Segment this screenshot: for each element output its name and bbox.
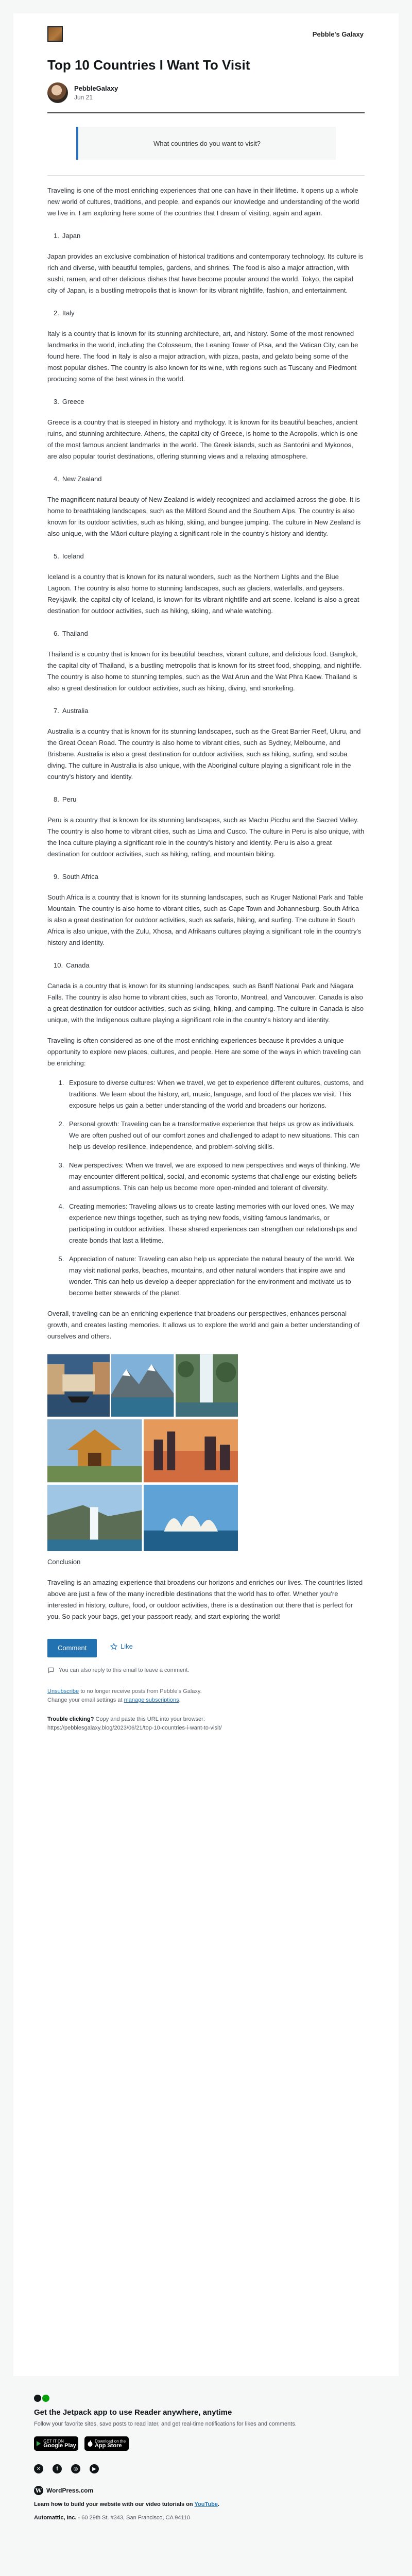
app-promo-subtitle: Follow your favorite sites, save posts to read later, and get real-time notifications for likes and comments. (34, 2421, 297, 2427)
facebook-icon[interactable]: f (53, 2464, 62, 2473)
conclusion-heading: Conclusion (47, 1558, 81, 1566)
country-section (47, 871, 365, 948)
unsubscribe-link[interactable]: Unsubscribe (47, 1688, 79, 1694)
gallery-image-temple[interactable] (47, 1419, 142, 1483)
list-item: 2. Personal growth: Traveling can be a transformative experience that helps us grow as individuals. We are often pushed out of our comfort zones and challenged to adapt to new situations. This can help us develop resilience, independence, and problem-solving skills. (66, 1118, 365, 1153)
site-name[interactable]: Pebble's Galaxy (312, 30, 364, 38)
gallery-image-city-sunset[interactable] (144, 1419, 238, 1483)
post-card (13, 13, 399, 2376)
site-header (13, 13, 399, 55)
country-text: Australia is a country that is known for its stunning landscapes, such as the Great Barrier Reef, Uluru, and the Great Ocean Road. The country is also home to vibrant cities, such as Sydney, Melbourne, and Brisbane. Australia is also a great destination for outdoor activities, such as hiking, surfing, and scuba diving. The culture in Australia is also unique, with the Aboriginal culture playing a significant role in the country's history and identity. (47, 727, 361, 781)
social-links (34, 2464, 378, 2473)
app-store-buttons (34, 2436, 378, 2451)
intro-paragraph: Traveling is one of the most enriching experiences that one can have in their lifetime. It opens up a whole new world of cultures, traditions, and people, and expands our knowledge and understanding of the world we live in. I am exploring here some of the countries that I dream of visiting, again and again. (47, 187, 359, 217)
country-section (47, 230, 365, 296)
learn-text: Learn how to build your website with our video tutorials on YouTube. (34, 2501, 219, 2507)
author-block (13, 73, 399, 103)
list-item: 3. New perspectives: When we travel, we are exposed to new perspectives and ways of thinking. We may encounter different political, social, and economic systems that challenge our existing beliefs and assumptions. This can help us become more open-minded and tolerant of diversity. (66, 1160, 365, 1194)
app-promo-title: Get the Jetpack app to use Reader anywhere, anytime (34, 2408, 232, 2417)
youtube-link[interactable]: YouTube (194, 2501, 218, 2507)
wordpress-icon: W (34, 2486, 43, 2495)
instagram-icon[interactable]: ◎ (71, 2464, 80, 2473)
country-heading: 4. New Zealand (54, 475, 102, 483)
country-text: Italy is a country that is known for its stunning architecture, art, and history. Some of the most renowned landmarks in the world, including the Colosseum, the Leaning Tower of Pisa, and the Vatican City, can be found here. The food in Italy is also a major attraction, with pizza, pasta, and gelato being some of the most popular dishes. The country is also known for its wine, with regions such as Tuscany and Piedmont producing some of the best wines in the world. (47, 330, 358, 383)
country-text: Greece is a country that is steeped in history and mythology. It is known for its beautiful beaches, ancient ruins, and stunning architecture. Athens, the capital city of Greece, is home to the Acropolis, which is one of the most famous ancient landmarks in the world. The Greek islands, such as Santorini and Mykonos, are also popular tourist destinations, offering stunning views and a relaxing atmosphere. (47, 418, 358, 460)
google-play-button[interactable]: GET IT ON Google Play (34, 2436, 78, 2451)
reasons-list (47, 1077, 365, 1299)
country-section (47, 960, 365, 1026)
country-section (47, 396, 365, 462)
site-logo[interactable] (47, 26, 63, 42)
country-text: Japan provides an exclusive combination of historical traditions and contemporary technology. Its culture is rich and diverse, with beautiful temples, gardens, and shrines. The food is also a major attraction, with sushi, ramen, and other delicious dishes that have become popular around the world. Tokyo, the capital city of Japan, is a bustling metropolis that is known for its vibrant nightlife, fashion, and entertainment. (47, 252, 364, 294)
gallery-image-coast-falls[interactable] (47, 1484, 142, 1551)
country-text: The magnificent natural beauty of New Zealand is widely recognized and acclaimed across the globe. It is home to breathtaking landscapes, such as the Milford Sound and the Southern Alps. The country is also known for its outdoor activities, such as hiking, skiing, and bungee jumping. The culture in New Zealand is also unique, with the Māori culture playing a significant role in the country's history and identity. (47, 496, 361, 537)
wordpress-label: WordPress.com (46, 2487, 94, 2494)
country-section (47, 628, 365, 694)
country-heading: 6. Thailand (54, 630, 88, 637)
country-section (47, 794, 365, 860)
trouble-clicking: Trouble clicking? Copy and paste this URL into your browser: https://pebblesgalaxy.blog/2023/06/21/top-10-countries-i-want-to-visit/ (47, 1716, 222, 1731)
country-heading: 3. Greece (54, 398, 84, 405)
list-item: 1. Exposure to diverse cultures: When we travel, we get to experience different cultures, customs, and traditions. We learn about the history, art, music, language, and food of the places we visit. This exposure helps us gain a better understanding of the world and broadens our horizons. (66, 1077, 365, 1111)
wordpress-brand[interactable] (34, 2486, 378, 2495)
country-heading: 2. Italy (54, 309, 75, 317)
reply-note (47, 1665, 365, 1676)
star-icon (110, 1643, 117, 1650)
country-section (47, 473, 365, 539)
play-icon (36, 2441, 41, 2446)
gallery-image-canal[interactable] (47, 1353, 110, 1417)
jetpack-logo-icon (34, 2395, 378, 2402)
subscription-settings: Unsubscribe to no longer receive posts from Pebble's Galaxy. Change your email settings at manage subscriptions. (47, 1688, 202, 1703)
country-section (47, 705, 365, 783)
country-heading: 1. Japan (54, 232, 81, 240)
post-url[interactable]: https://pebblesgalaxy.blog/2023/06/21/top-10-countries-i-want-to-visit/ (47, 1725, 222, 1731)
like-button[interactable] (110, 1641, 133, 1652)
toc-callout (76, 127, 336, 160)
country-text: Canada is a country that is known for its stunning landscapes, such as Banff National Park and Niagara Falls. The country is also home to vibrant cities, such as Toronto, Montreal, and Vancouver. Canada is also a great destination for outdoor activities, such as skiing, hiking, and camping. The culture in Canada is also unique, with the Indigenous culture playing a significant role in the country's history and identity. (47, 982, 364, 1024)
overall-paragraph: Overall, traveling can be an enriching experience that broadens our perspectives, enhances personal growth, and creates lasting memories. It allows us to explore the world and gain a better understanding of ourselves and others. (47, 1310, 360, 1340)
country-heading: 10. Canada (54, 961, 90, 969)
manage-subscriptions-link[interactable]: manage subscriptions (124, 1697, 179, 1703)
toc-question: What countries do you want to visit? (153, 139, 261, 147)
conclusion-paragraph: Traveling is an amazing experience that broadens our horizons and enriches our lives. The countries listed above are just a few of the many incredible destinations that the world has to offer. Whether you're interested in history, culture, food, or outdoor activities, there is a destination out there that is perfect for you. So pack your bags, get your passport ready, and start exploring the world! (47, 1579, 363, 1620)
list-item: 4. Creating memories: Traveling allows us to create lasting memories with our loved ones. We may experience new things together, such as trying new foods, visiting famous landmarks, or participating in outdoor activities. These shared experiences can strengthen our relationships and create bonds that last a lifetime. (66, 1201, 365, 1246)
youtube-icon[interactable]: ▶ (90, 2464, 99, 2473)
country-heading: 5. Iceland (54, 552, 84, 560)
country-text: South Africa is a country that is known for its stunning landscapes, such as Kruger National Park and Table Mountain. The country is also home to vibrant cities, such as Cape Town and Johannesburg. South Africa is also a great destination for outdoor activities, such as safaris, hiking, and surfing. The culture in South Africa is also unique, with the Zulu, Xhosa, and Afrikaans cultures playing a significant role in the country's history and identity. (47, 893, 364, 946)
twitter-icon[interactable]: ✕ (34, 2464, 43, 2473)
author-name[interactable]: PebbleGalaxy (74, 84, 118, 92)
country-text: Iceland is a country that is known for its natural wonders, such as the Northern Lights and the Blue Lagoon. The country is also home to stunning landscapes, such as glaciers, waterfalls, and geysers. Reykjavik, the capital city of Iceland, is known for its vibrant nightlife and art scene. Iceland is also a great destination for outdoor activities, such as hiking, skiing, and whale watching. (47, 573, 359, 615)
comment-button[interactable]: Comment (47, 1639, 97, 1657)
country-section (47, 551, 365, 617)
country-heading: 9. South Africa (54, 873, 98, 880)
post-title[interactable]: Top 10 Countries I Want To Visit (47, 57, 250, 73)
country-text: Thailand is a country that is known for its beautiful beaches, vibrant culture, and delicious food. Bangkok, the capital city of Thailand, is a bustling metropolis that is known for its street food, shopping, and nightlife. The country is also home to stunning temples, such as the Wat Arun and the Wat Phra Kaew. Thailand is also a great destination for outdoor activities, such as hiking, diving, and snorkeling. (47, 650, 362, 692)
gallery-image-waterfall[interactable] (176, 1353, 238, 1417)
reply-note-text: You can also reply to this email to leave a comment. (59, 1667, 190, 1673)
app-store-button[interactable]: Download on the App Store (84, 2436, 129, 2451)
reply-icon (47, 1667, 55, 1674)
post-body (13, 185, 399, 1733)
avatar[interactable] (47, 82, 68, 103)
photo-gallery (47, 1353, 238, 1551)
country-section (47, 308, 365, 385)
company-address: Automattic, Inc. - 60 29th St. #343, San Francisco, CA 94110 (34, 2515, 191, 2521)
divider (47, 112, 365, 113)
gallery-image-opera-house[interactable] (144, 1484, 238, 1551)
email-footer (0, 2376, 412, 2521)
apple-icon (88, 2441, 93, 2447)
country-text: Peru is a country that is known for its stunning landscapes, such as Machu Picchu and the Sacred Valley. The country is also home to vibrant cities, such as Lima and Cusco. The culture in Peru is also unique, with the Inca culture playing a significant role in the country's history and identity. Peru is also a great destination for outdoor activities, such as hiking, rafting, and mountain biking. (47, 816, 365, 858)
country-heading: 8. Peru (54, 795, 77, 803)
reasons-intro: Traveling is often considered as one of the most enriching experiences because it provides a unique opportunity to explore new places, cultures, and people. Here are some of the ways in which traveling can be enriching: (47, 1037, 361, 1067)
post-date: Jun 21 (74, 94, 93, 101)
divider (47, 175, 365, 176)
country-heading: 7. Australia (54, 707, 89, 715)
gallery-image-mountain-lake[interactable] (111, 1353, 174, 1417)
like-label: Like (120, 1642, 133, 1650)
list-item: 5. Appreciation of nature: Traveling can also help us appreciate the natural beauty of the world. We may visit national parks, beaches, mountains, and other natural wonders that inspire awe and wonder. This can help us develop a deeper appreciation for the environment and motivate us to become better stewards of the planet. (66, 1253, 365, 1299)
